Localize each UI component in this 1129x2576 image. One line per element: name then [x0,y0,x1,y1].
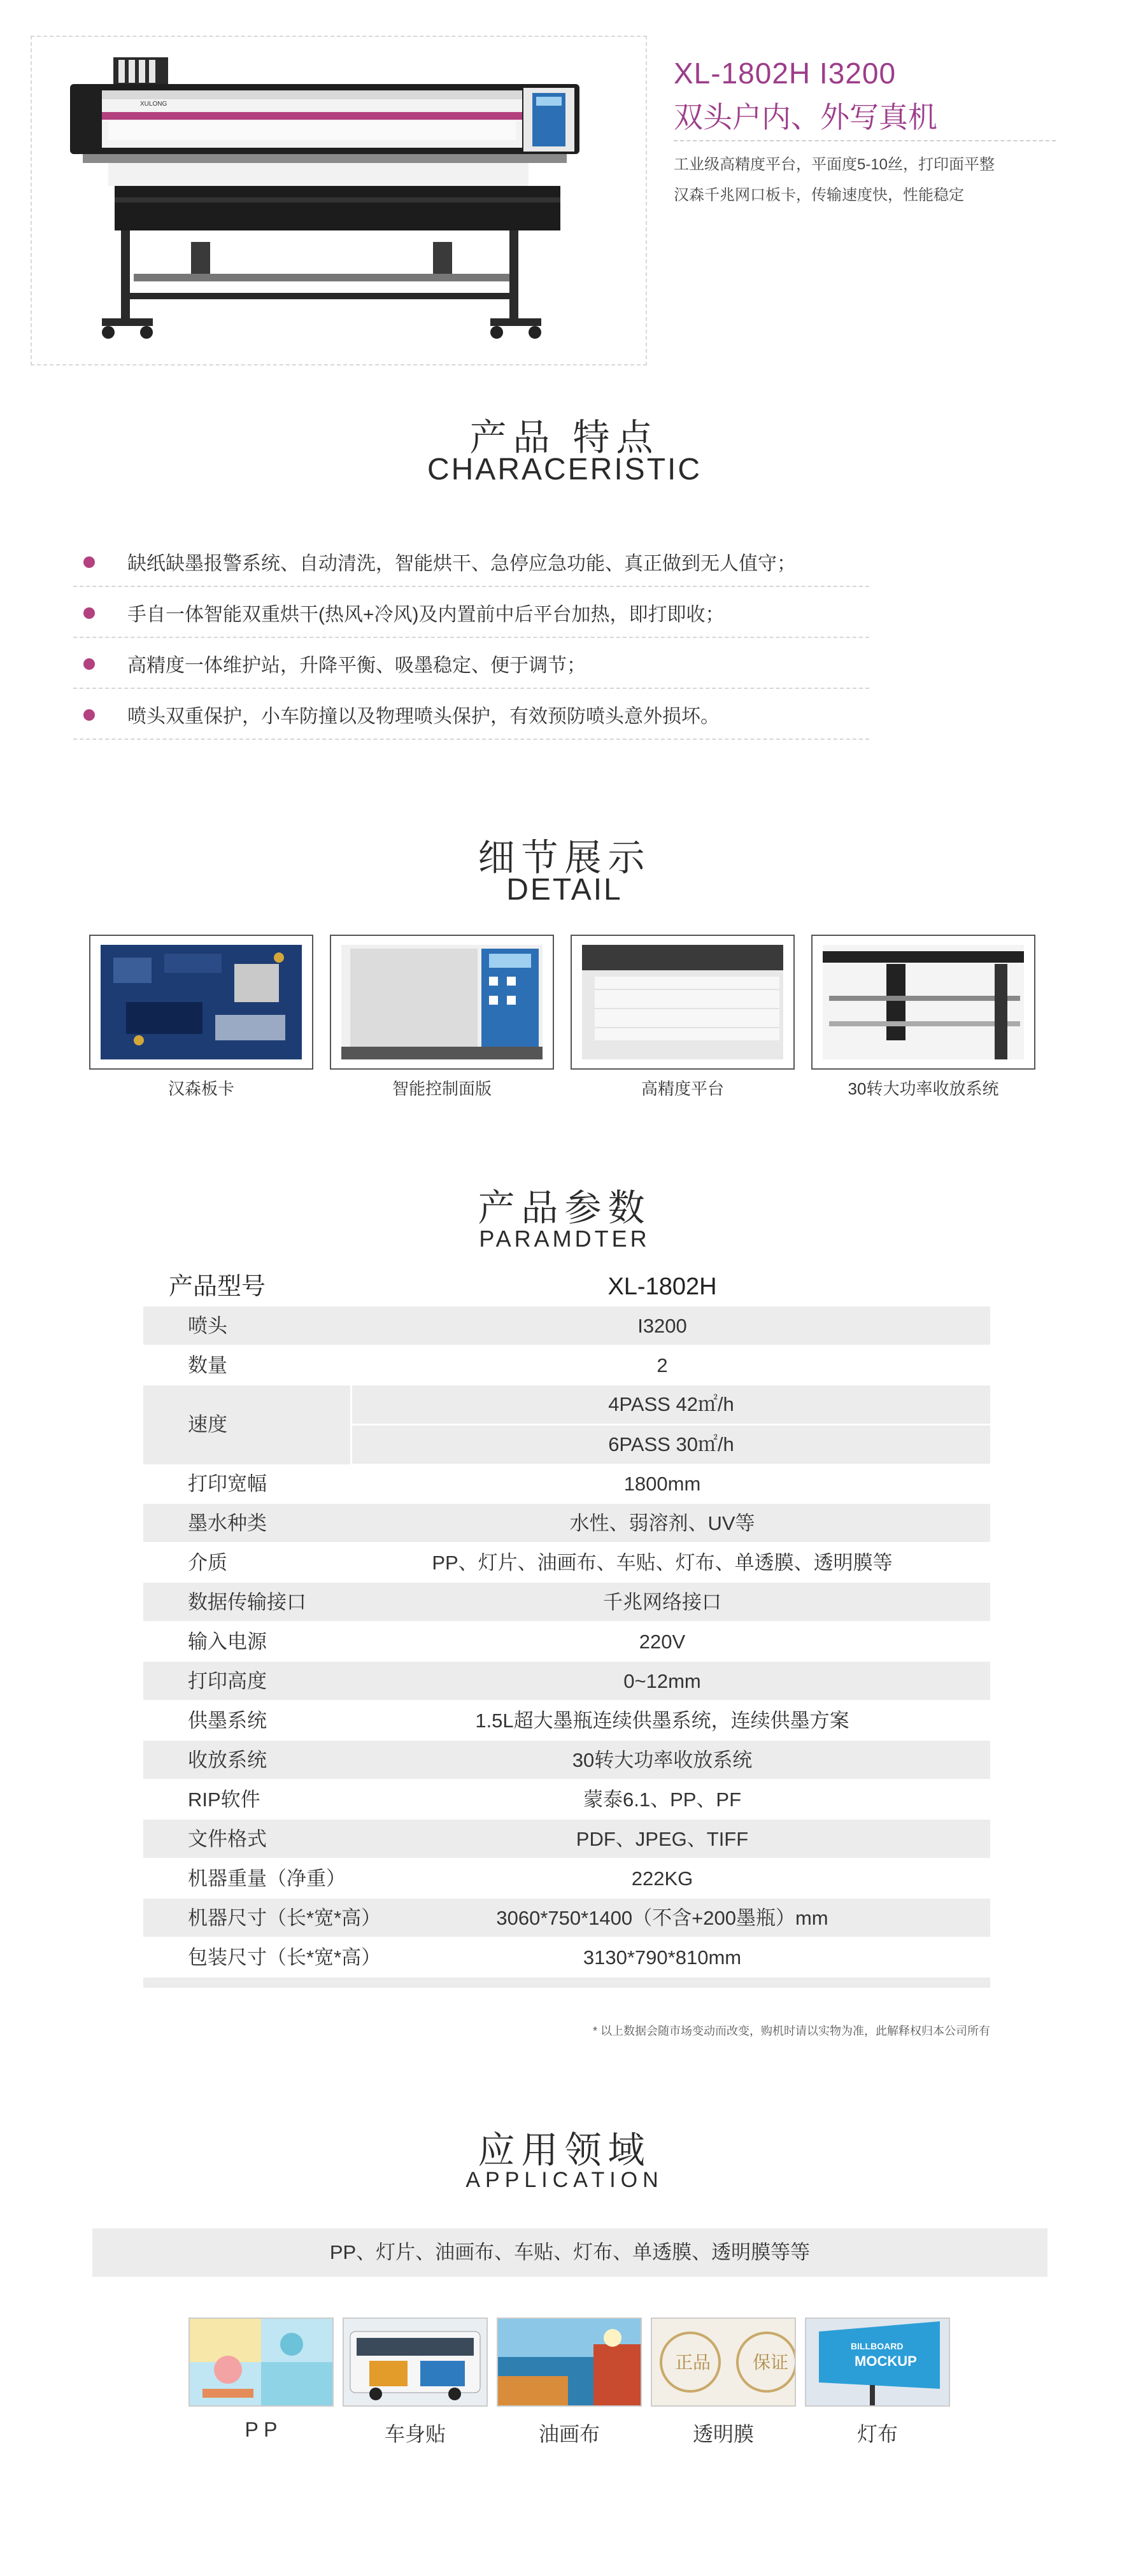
table-row [143,1938,990,1978]
header-key: 产品型号 [169,1273,266,1300]
row-key: 打印宽幅 [188,1473,267,1495]
table-footer-bar [143,1978,990,1988]
app-caption: 灯布 [856,2423,898,2445]
row-key: 收放系统 [188,1749,267,1771]
detail-image-board [89,935,313,1070]
row-value: 千兆网络接口 [603,1591,721,1613]
app-caption: 车身贴 [384,2423,446,2445]
row-key: 输入电源 [188,1631,267,1653]
table-row [143,1662,990,1701]
table-row [143,1346,990,1385]
table-row [143,1899,990,1938]
app-image-bus [343,2318,488,2407]
row-value: 3130*790*810mm [583,1946,742,1969]
table-row [143,1820,990,1859]
bullet-icon [83,658,95,670]
model-subtitle: 双头户内、外写真机 [674,101,937,134]
mockup-text: MOCKUP [855,2353,917,2369]
detail-image-platform [571,935,795,1070]
section-title-en: DETAIL [506,873,623,907]
disclaimer: * 以上数据会随市场变动而改变，购机时请以实物为准，此解释权归本公司所有 [592,2025,990,2037]
section-title-cn: 产品 特点 [469,417,660,458]
row-key: 喷头 [188,1315,227,1337]
row-value: 1.5L超大墨瓶连续供墨系统，连续供墨方案 [475,1709,849,1732]
film-text: 保证 [753,2352,789,2373]
table-row [143,1504,990,1543]
row-key: 机器重量（净重） [188,1867,346,1890]
table-row [143,1306,990,1346]
row-value: 222KG [631,1867,693,1890]
detail-caption: 高精度平台 [641,1079,724,1098]
bullet-text: 喷头双重保护，小车防撞以及物理喷头保护，有效预防喷头意外损坏。 [127,706,720,727]
list-item [73,535,869,587]
model-title: XL-1802H I3200 [674,57,897,90]
row-value: 220V [639,1631,686,1653]
app-caption: 透明膜 [692,2423,754,2445]
row-key: 打印高度 [188,1670,267,1692]
bullet-icon [83,709,95,721]
panel-label: XULONG [140,101,167,108]
param-table [143,1267,990,1988]
detail-caption: 智能控制面版 [392,1079,492,1098]
feature-line: 工业级高精度平台，平面度5-10丝，打印面平整 [674,156,995,173]
row-value: 3060*750*1400（不含+200墨瓶）mm [496,1907,828,1929]
table-row [143,1622,990,1662]
row-value: 4PASS 42㎡/h [352,1385,990,1424]
detail-caption: 30转大功率收放系统 [848,1079,999,1098]
table-row [143,1464,990,1504]
bullet-icon [83,556,95,568]
row-key: 介质 [188,1552,227,1574]
bullet-text: 手自一体智能双重烘干(热风+冷风)及内置前中后平台加热，即打即收； [127,604,725,625]
section-title-en: APPLICATION [465,2168,664,2192]
app-caption: 油画布 [538,2423,600,2445]
section-title-en: PARAMDTER [479,1226,650,1252]
table-row [143,1701,990,1741]
row-key: 数量 [188,1354,227,1376]
row-value: 6PASS 30㎡/h [352,1426,990,1464]
table-row [143,1780,990,1820]
row-key: RIP软件 [188,1788,260,1811]
app-image-lightbox [805,2318,950,2407]
app-image-canvas [497,2318,642,2407]
row-value: 30转大功率收放系统 [572,1749,753,1771]
app-image-film [651,2318,796,2407]
row-value: PP、灯片、油画布、车贴、灯布、单透膜、透明膜等 [432,1552,893,1574]
detail-image-takeup [811,935,1035,1070]
feature-line: 汉森千兆网口板卡，传输速度快，性能稳定 [674,187,964,204]
row-key: 包装尺寸（长*宽*高） [188,1946,381,1969]
app-image-pp [188,2318,334,2407]
detail-caption: 汉森板卡 [167,1079,234,1098]
row-key: 数据传输接口 [188,1591,306,1613]
row-value: 0~12mm [623,1670,701,1692]
mockup-text: BILLBOARD [851,2341,904,2351]
row-key: 墨水种类 [188,1512,267,1534]
list-item [73,586,869,638]
row-value: 水性、弱溶剂、UV等 [569,1512,755,1534]
section-title-cn: 应用领域 [478,2130,651,2171]
detail-image-panel [330,935,554,1070]
table-header-row [143,1267,990,1306]
table-row-speed [143,1385,990,1464]
media-band: PP、灯片、油画布、车贴、灯布、单透膜、透明膜等等 [92,2228,1047,2277]
table-row [143,1543,990,1583]
header-value: XL-1802H [607,1273,717,1300]
row-key: 速度 [188,1413,227,1436]
row-key: 文件格式 [188,1828,267,1850]
section-title-en: CHARACERISTIC [427,453,702,486]
row-value: 2 [657,1354,668,1376]
row-value: PDF、JPEG、TIFF [576,1828,749,1850]
list-item [73,688,869,740]
divider [674,140,1056,141]
film-text: 正品 [675,2352,711,2373]
section-title-cn: 产品参数 [478,1187,651,1229]
row-value: I3200 [637,1315,687,1337]
list-item [73,637,869,689]
table-row [143,1583,990,1622]
row-value: 1800mm [623,1473,701,1495]
table-row [143,1741,990,1780]
section-title-cn: 细节展示 [478,837,651,879]
row-key: 机器尺寸（长*宽*高） [188,1907,381,1929]
bullet-text: 高精度一体维护站，升降平衡、吸墨稳定、便于调节； [127,655,586,676]
bullet-icon [83,607,95,619]
printer-image [64,51,611,350]
table-row [143,1859,990,1899]
app-caption: P P [245,2418,278,2441]
row-key: 供墨系统 [188,1709,267,1732]
bullet-text: 缺纸缺墨报警系统、自动清洗，智能烘干、急停应急功能、真正做到无人值守； [127,553,796,574]
row-value: 蒙泰6.1、PP、PF [583,1788,742,1811]
